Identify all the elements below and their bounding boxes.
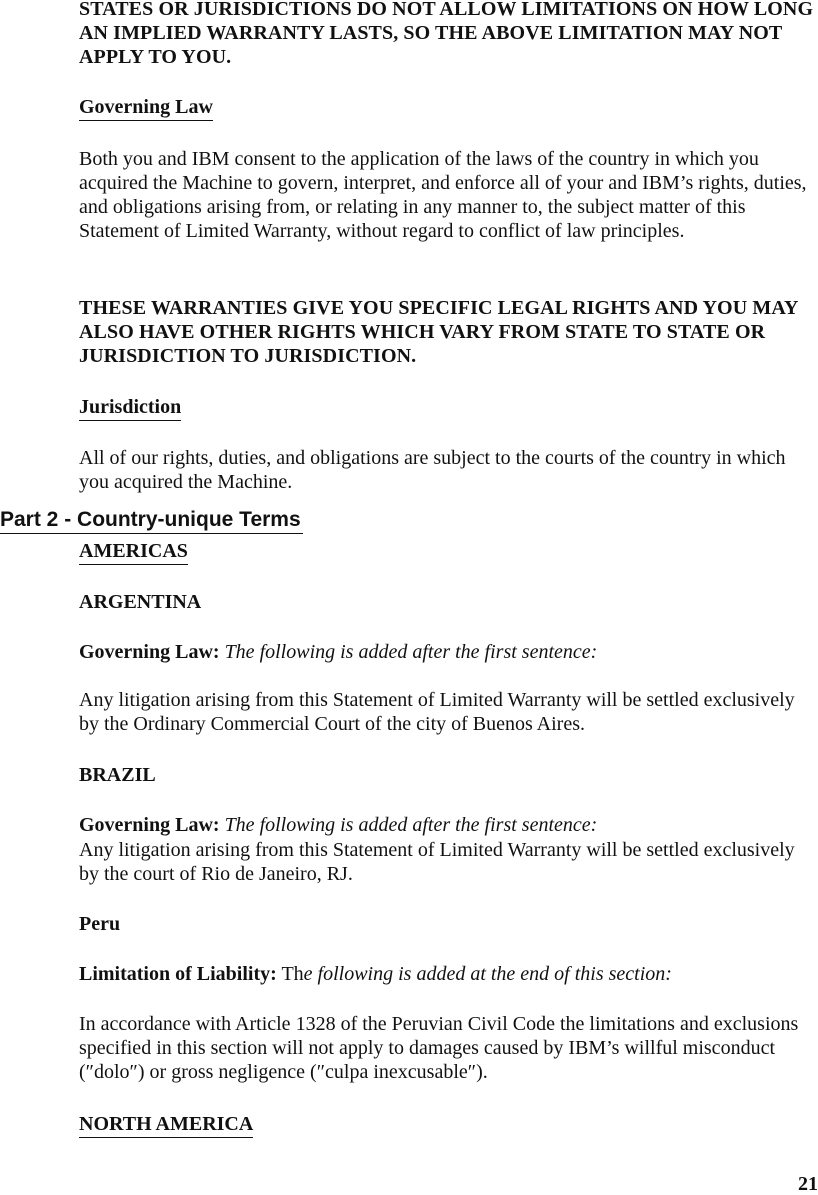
argentina-body: Any litigation arising from this Statement of Limited Warranty will be settled exclusively by the Ordinary Commercial Court of the city of Buenos Aires. [79,689,795,735]
peru-instruction-rest: e following is added at the end of this section: [303,963,672,985]
brazil-heading: BRAZIL [79,764,156,786]
peru-limitation-line [79,962,815,986]
peru-instruction-prefix: Th [281,963,304,985]
argentina-instruction: The following is added after the first sentence: [224,641,598,663]
americas-heading: AMERICAS [79,539,188,565]
brazil-body: Any litigation arising from this Statement of Limited Warranty will be settled exclusively by the court of Rio de Janeiro, RJ. [79,839,795,885]
argentina-governing-law-label: Governing Law: [79,641,220,663]
north-america-heading: NORTH AMERICA [79,1112,253,1138]
brazil-governing-law-label: Governing Law: [79,814,220,836]
part-2-title: Part 2 - Country-unique Terms [0,507,303,534]
governing-law-heading: Governing Law [79,95,213,121]
peru-body: In accordance with Article 1328 of the Peruvian Civil Code the limitations and exclusions specified in this section will not apply to damages caused by IBM’s willful misconduct (″dolo″) or gross negligence (″culpa inexcusable″). [79,1013,799,1083]
argentina-heading: ARGENTINA [79,591,202,613]
peru-heading: Peru [79,913,121,935]
argentina-governing-law-line [79,640,815,664]
peru-limitation-label: Limitation of Liability: [79,963,277,985]
page-number: 21 [798,1173,818,1195]
implied-warranty-limitation-paragraph: STATES OR JURISDICTIONS DO NOT ALLOW LIMITATIONS ON HOW LONG AN IMPLIED WARRANTY LASTS, SO THE ABOVE LIMITATION MAY NOT APPLY TO YOU. [79,0,814,68]
brazil-governing-law-line [79,813,815,837]
jurisdiction-body: All of our rights, duties, and obligations are subject to the courts of the country in which you acquired the Machine. [79,447,786,493]
governing-law-body: Both you and IBM consent to the application of the laws of the country in which you acquired the Machine to govern, interpret, and enforce all of your and IBM’s rights, duties, and obligations arising from, or relating in any manner to, the subject matter of this Statement of Limited Warranty, without regard to conflict of law principles. [79,148,807,242]
jurisdiction-heading: Jurisdiction [79,395,181,421]
legal-rights-notice: THESE WARRANTIES GIVE YOU SPECIFIC LEGAL RIGHTS AND YOU MAY ALSO HAVE OTHER RIGHTS WHICH VARY FROM STATE TO STATE OR JURISDICTION TO JURISDICTION. [79,297,798,367]
brazil-instruction: The following is added after the first sentence: [224,814,598,836]
